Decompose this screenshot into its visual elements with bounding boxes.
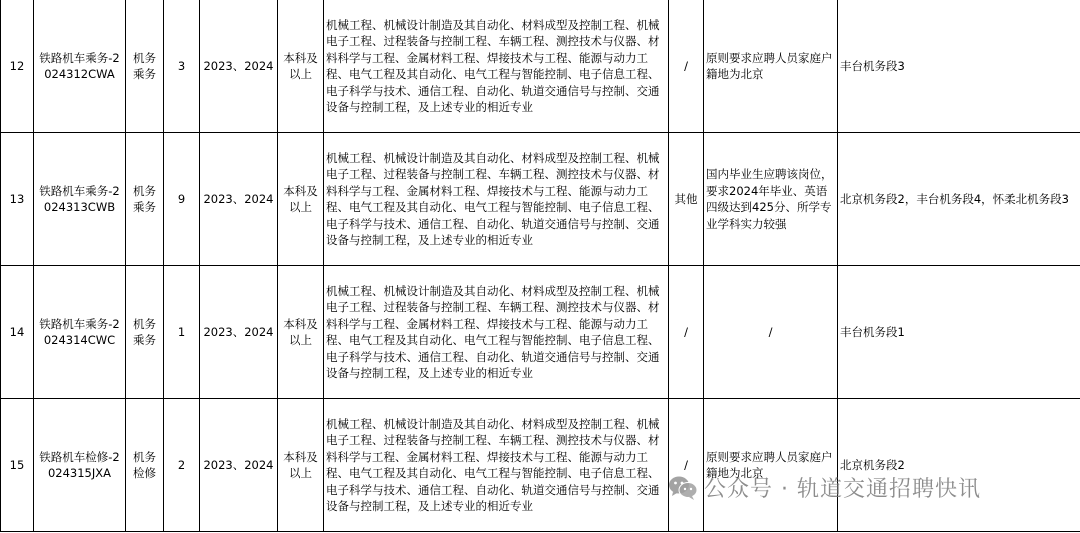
special-requirements: 原则要求应聘人员家庭户籍地为北京 — [704, 0, 838, 133]
special-requirements: 原则要求应聘人员家庭户籍地为北京 — [704, 399, 838, 532]
major-requirements: 机械工程、机械设计制造及其自动化、材料成型及控制工程、机械电子工程、过程装备与控制工程、车辆工程、测控技术与仪器、材料科学与工程、金属材料工程、焊接技术与工程、能源与动力工程、电气工程及其自动化、电气工程与智能控制、电子信息工程、电子科学与技术、通信工程、自动化、轨道交通信号与控制、交通设备与控制工程，及上述专业的相近专业 — [324, 133, 669, 266]
graduation-years: 2023、2024 — [200, 399, 278, 532]
education-level: 本科及以上 — [278, 266, 324, 399]
recruit-count: 3 — [164, 0, 200, 133]
education-level: 本科及以上 — [278, 0, 324, 133]
graduation-years: 2023、2024 — [200, 266, 278, 399]
other-field: / — [669, 266, 704, 399]
major-requirements: 机械工程、机械设计制造及其自动化、材料成型及控制工程、机械电子工程、过程装备与控制工程、车辆工程、测控技术与仪器、材料科学与工程、金属材料工程、焊接技术与工程、能源与动力工程、电气工程及其自动化、电气工程与智能控制、电子信息工程、电子科学与技术、通信工程、自动化、轨道交通信号与控制、交通设备与控制工程，及上述专业的相近专业 — [324, 266, 669, 399]
work-location: 北京机务段2 — [838, 399, 1080, 532]
position-category: 机务乘务 — [126, 0, 164, 133]
position-category: 机务乘务 — [126, 266, 164, 399]
work-location: 丰台机务段3 — [838, 0, 1080, 133]
major-requirements: 机械工程、机械设计制造及其自动化、材料成型及控制工程、机械电子工程、过程装备与控制工程、车辆工程、测控技术与仪器、材料科学与工程、金属材料工程、焊接技术与工程、能源与动力工程、电气工程及其自动化、电气工程与智能控制、电子信息工程、电子科学与技术、通信工程、自动化、轨道交通信号与控制、交通设备与控制工程，及上述专业的相近专业 — [324, 0, 669, 133]
row-number: 14 — [1, 266, 34, 399]
recruit-count: 1 — [164, 266, 200, 399]
graduation-years: 2023、2024 — [200, 0, 278, 133]
table-row — [1, 399, 1080, 532]
recruit-count: 9 — [164, 133, 200, 266]
graduation-years: 2023、2024 — [200, 133, 278, 266]
position-name: 铁路机车乘务-2024314CWC — [34, 266, 126, 399]
special-requirements: 国内毕业生应聘该岗位，要求2024年毕业、英语四级达到425分、所学专业学科实力较强 — [704, 133, 838, 266]
watermark-text: 公众号 · 轨道交通招聘快讯 — [704, 477, 981, 502]
major-requirements: 机械工程、机械设计制造及其自动化、材料成型及控制工程、机械电子工程、过程装备与控制工程、车辆工程、测控技术与仪器、材料科学与工程、金属材料工程、焊接技术与工程、能源与动力工程、电气工程及其自动化、电气工程与智能控制、电子信息工程、电子科学与技术、通信工程、自动化、轨道交通信号与控制、交通设备与控制工程，及上述专业的相近专业 — [324, 399, 669, 532]
work-location: 北京机务段2，丰台机务段4，怀柔北机务段3 — [838, 133, 1080, 266]
special-requirements: / — [704, 266, 838, 399]
row-number: 12 — [1, 0, 34, 133]
table-row — [1, 0, 1080, 133]
other-field: / — [669, 0, 704, 133]
other-field: 其他 — [669, 133, 704, 266]
table-row — [1, 133, 1080, 266]
work-location: 丰台机务段1 — [838, 266, 1080, 399]
row-number: 13 — [1, 133, 34, 266]
table-row — [1, 266, 1080, 399]
position-name: 铁路机车乘务-2024313CWB — [34, 133, 126, 266]
position-category: 机务检修 — [126, 399, 164, 532]
education-level: 本科及以上 — [278, 133, 324, 266]
recruit-count: 2 — [164, 399, 200, 532]
position-name: 铁路机车检修-2024315JXA — [34, 399, 126, 532]
position-category: 机务乘务 — [126, 133, 164, 266]
other-field: / — [669, 399, 704, 532]
education-level: 本科及以上 — [278, 399, 324, 532]
position-name: 铁路机车乘务-2024312CWA — [34, 0, 126, 133]
row-number: 15 — [1, 399, 34, 532]
